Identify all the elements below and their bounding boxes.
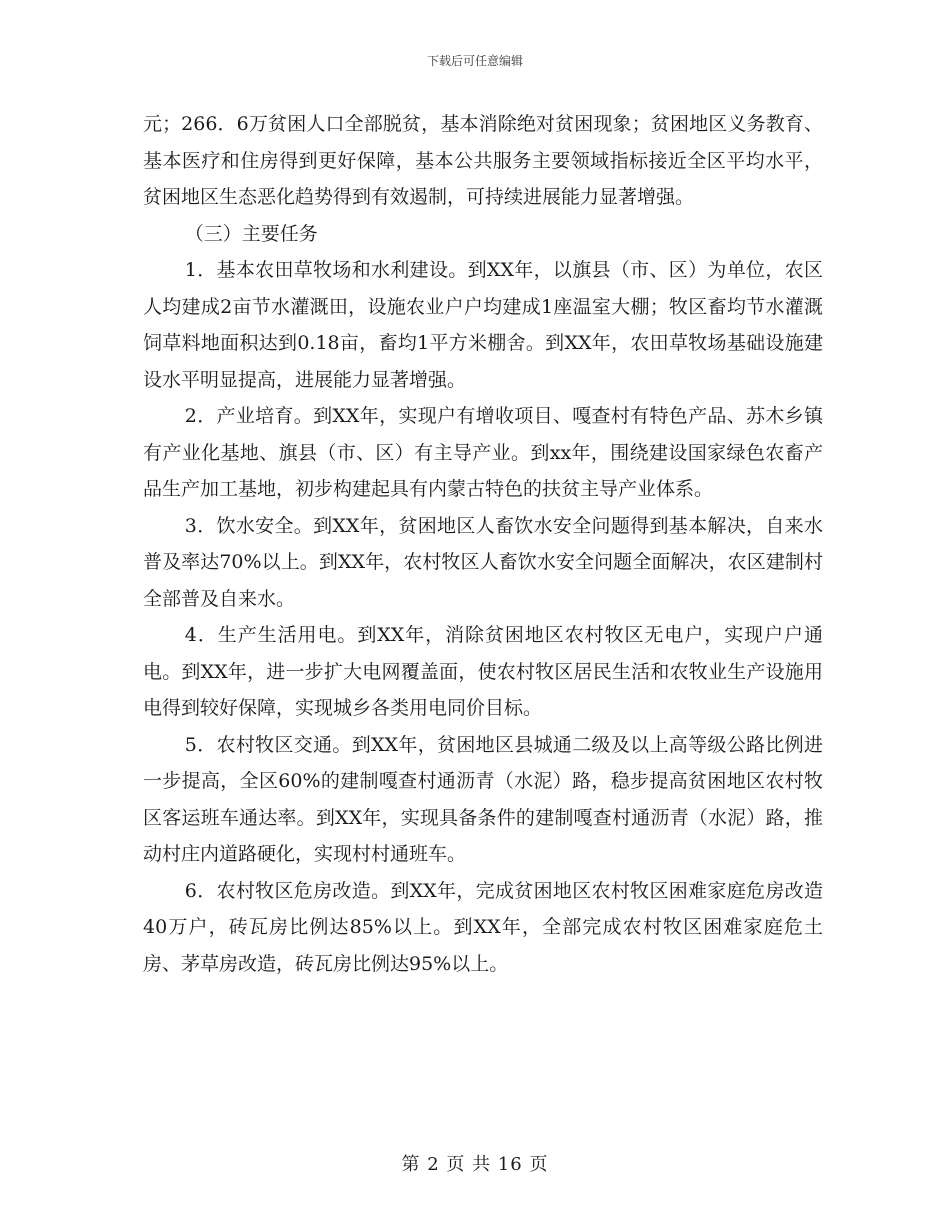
paragraph-item-2: 2．产业培育。到XX年，实现户有增收项目、嘎查村有特色产品、苏木乡镇有产业化基地、旗县（市、区）有主导产业。到xx年，围绕建设国家绿色农畜产品生产加工基地，初步构建起具有内蒙古特色的扶贫主导产业体系。 <box>143 405 823 500</box>
paragraph-item-3: 3．饮水安全。到XX年，贫困地区人畜饮水安全问题得到基本解决，自来水普及率达70%以上。到XX年，农村牧区人畜饮水安全问题全面解决，农区建制村全部普及自来水。 <box>143 514 823 610</box>
paragraph-item-6: 6．农村牧区危房改造。到XX年，完成贫困地区农村牧区困难家庭危房改造40万户，砖瓦房比例达85%以上。到XX年，全部完成农村牧区困难家庭危土房、茅草房改造，砖瓦房比例达95%以上。 <box>143 879 823 975</box>
paragraph-continuation: 元；266．6万贫困人口全部脱贫，基本消除绝对贫困现象；贫困地区义务教育、基本医疗和住房得到更好保障，基本公共服务主要领域指标接近全区平均水平，贫困地区生态恶化趋势得到有效遏制，可持续进展能力显著增强。 <box>143 113 823 208</box>
page-header: 下载后可任意编辑 <box>426 54 523 68</box>
paragraph-item-5: 5．农村牧区交通。到XX年，贫困地区县城通二级及以上高等级公路比例进一步提高，全区60%的建制嘎查村通沥青（水泥）路，稳步提高贫困地区农村牧区客运班车通达率。到XX年，实现具备条件的建制嘎查村通沥青（水泥）路，推动村庄内道路硬化，实现村村通班车。 <box>143 733 823 865</box>
section-heading: （三）主要任务 <box>184 222 318 245</box>
paragraph-item-4: 4．生产生活用电。到XX年，消除贫困地区农村牧区无电户，实现户户通电。到XX年，进一步扩大电网覆盖面，使农村牧区居民生活和农牧业生产设施用电得到较好保障，实现城乡各类用电同价目标。 <box>143 624 823 719</box>
paragraph-item-1: 1．基本农田草牧场和水利建设。到XX年，以旗县（市、区）为单位，农区人均建成2亩节水灌溉田，设施农业户户均建成1座温室大棚；牧区畜均节水灌溉饲草料地面积达到0.18亩，畜均1平方米棚舍。到XX年，农田草牧场基础设施建设水平明显提高，进展能力显著增强。 <box>143 259 823 391</box>
document-body <box>143 106 823 982</box>
page-number-footer: 第 2 页 共 16 页 <box>401 1154 549 1175</box>
